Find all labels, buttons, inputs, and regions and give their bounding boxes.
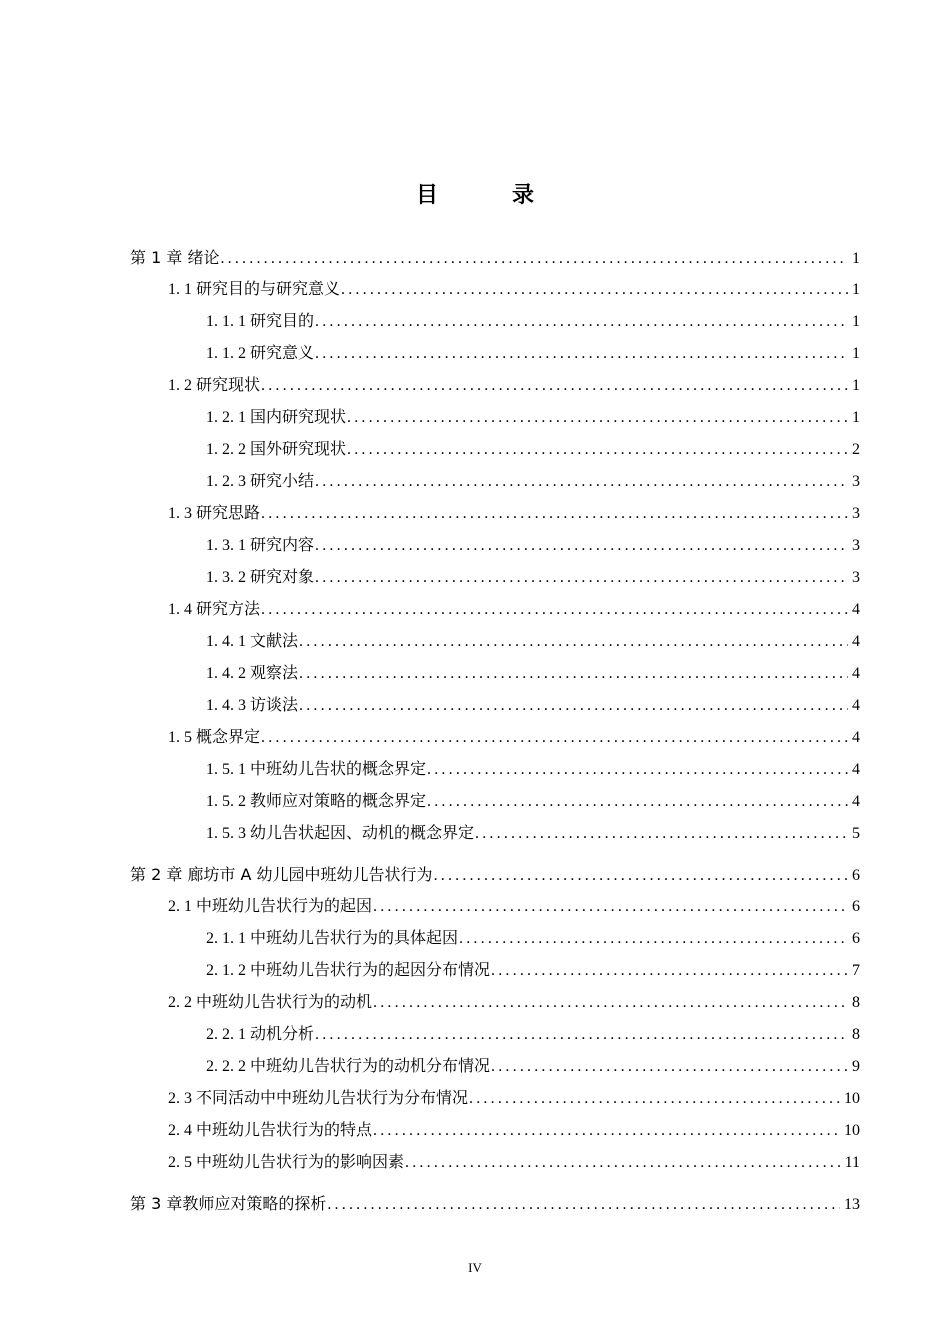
toc-leader-dots bbox=[298, 658, 848, 690]
toc-entry-page-number: 2 bbox=[852, 441, 860, 458]
toc-entry-page-number: 8 bbox=[852, 994, 860, 1011]
toc-entry-page-number: 4 bbox=[852, 633, 860, 650]
toc-leader-dots bbox=[404, 1147, 841, 1179]
toc-entry-level-2[interactable] bbox=[130, 987, 860, 1019]
toc-entry-level-1[interactable] bbox=[130, 859, 860, 891]
toc-entry-page-number: 9 bbox=[852, 1058, 860, 1075]
toc-leader-dots bbox=[260, 370, 848, 402]
toc-entry-label: 2. 1 中班幼儿告状行为的起因 bbox=[168, 898, 373, 915]
toc-entry-page-number: 4 bbox=[852, 729, 860, 746]
toc-leader-dots bbox=[433, 860, 848, 892]
toc-entry-label: 1. 3. 2 研究对象 bbox=[206, 569, 315, 586]
toc-entry-label: 第 3 章教师应对策略的探析 bbox=[130, 1194, 327, 1213]
toc-entry-level-3[interactable] bbox=[130, 690, 860, 722]
toc-leader-dots bbox=[340, 274, 848, 306]
toc-entry-level-3[interactable] bbox=[130, 562, 860, 594]
toc-entry-label: 1. 3 研究思路 bbox=[168, 505, 261, 522]
toc-entry-level-3[interactable] bbox=[130, 530, 860, 562]
toc-entry-page-number: 6 bbox=[852, 898, 860, 915]
toc-leader-dots bbox=[474, 818, 848, 850]
toc-leader-dots bbox=[298, 690, 848, 722]
toc-entry-page-number: 6 bbox=[852, 930, 860, 947]
toc-leader-dots bbox=[314, 338, 848, 370]
toc-leader-dots bbox=[314, 306, 848, 338]
toc-leader-dots bbox=[260, 498, 848, 530]
toc-entry-label: 1. 1. 2 研究意义 bbox=[206, 345, 315, 362]
toc-entry-label: 2. 4 中班幼儿告状行为的特点 bbox=[168, 1122, 373, 1139]
toc-entry-page-number: 4 bbox=[852, 665, 860, 682]
toc-entry-level-3[interactable] bbox=[130, 754, 860, 786]
toc-leader-dots bbox=[468, 1083, 840, 1115]
toc-entry-page-number: 4 bbox=[852, 793, 860, 810]
toc-entry-page-number: 1 bbox=[852, 377, 860, 394]
toc-entry-level-2[interactable] bbox=[130, 370, 860, 402]
toc-entry-level-1[interactable] bbox=[130, 1188, 860, 1220]
toc-leader-dots bbox=[314, 562, 848, 594]
toc-entry-level-2[interactable] bbox=[130, 1083, 860, 1115]
toc-entry-label: 2. 2 中班幼儿告状行为的动机 bbox=[168, 994, 373, 1011]
toc-entry-page-number: 11 bbox=[844, 1154, 860, 1171]
toc-entry-label: 2. 1. 2 中班幼儿告状行为的起因分布情况 bbox=[206, 962, 491, 979]
toc-leader-dots bbox=[219, 243, 848, 275]
toc-entry-page-number: 4 bbox=[852, 697, 860, 714]
toc-leader-dots bbox=[314, 1019, 848, 1051]
toc-leader-dots bbox=[458, 923, 848, 955]
toc-leader-dots bbox=[346, 402, 848, 434]
toc-entry-level-1[interactable] bbox=[130, 242, 860, 274]
toc-entry-label: 1. 1. 1 研究目的 bbox=[206, 313, 315, 330]
toc-leader-dots bbox=[346, 434, 848, 466]
toc-entry-level-3[interactable] bbox=[130, 1051, 860, 1083]
toc-entry-level-3[interactable] bbox=[130, 818, 860, 850]
toc-leader-dots bbox=[490, 1051, 848, 1083]
toc-leader-dots bbox=[372, 987, 848, 1019]
toc-entry-level-3[interactable] bbox=[130, 402, 860, 434]
toc-entry-page-number: 1 bbox=[852, 409, 860, 426]
toc-entry-label: 1. 4. 1 文献法 bbox=[206, 633, 299, 650]
toc-entry-level-3[interactable] bbox=[130, 658, 860, 690]
toc-leader-dots bbox=[314, 530, 848, 562]
toc-leader-dots bbox=[426, 754, 848, 786]
toc-entry-page-number: 1 bbox=[852, 345, 860, 362]
toc-entry-label: 1. 5. 2 教师应对策略的概念界定 bbox=[206, 793, 427, 810]
toc-entry-label: 1. 3. 1 研究内容 bbox=[206, 537, 315, 554]
toc-entry-label: 1. 4. 3 访谈法 bbox=[206, 697, 299, 714]
toc-entry-page-number: 4 bbox=[852, 601, 860, 618]
toc-entry-level-2[interactable] bbox=[130, 1147, 860, 1179]
toc-entry-label: 1. 2. 1 国内研究现状 bbox=[206, 409, 347, 426]
toc-leader-dots bbox=[260, 722, 848, 754]
toc-leader-dots bbox=[260, 594, 848, 626]
toc-entry-label: 2. 2. 1 动机分析 bbox=[206, 1026, 315, 1043]
toc-entry-page-number: 3 bbox=[852, 473, 860, 490]
toc-entry-page-number: 1 bbox=[852, 313, 860, 330]
toc-entry-page-number: 10 bbox=[844, 1122, 860, 1139]
toc-entry-page-number: 10 bbox=[844, 1090, 860, 1107]
toc-entry-page-number: 4 bbox=[852, 761, 860, 778]
toc-entry-label: 第 2 章 廊坊市 A 幼儿园中班幼儿告状行为 bbox=[130, 865, 433, 884]
toc-entry-label: 1. 4. 2 观察法 bbox=[206, 665, 299, 682]
toc-entry-label: 1. 2. 2 国外研究现状 bbox=[206, 441, 347, 458]
toc-entry-level-3[interactable] bbox=[130, 786, 860, 818]
toc-entry-page-number: 1 bbox=[852, 281, 860, 298]
toc-entry-level-3[interactable] bbox=[130, 626, 860, 658]
toc-entry-page-number: 7 bbox=[852, 962, 860, 979]
toc-entry-page-number: 13 bbox=[844, 1196, 860, 1213]
toc-entry-label: 1. 5. 1 中班幼儿告状的概念界定 bbox=[206, 761, 427, 778]
toc-entry-page-number: 6 bbox=[852, 867, 860, 884]
toc-leader-dots bbox=[426, 786, 848, 818]
toc-entry-level-3[interactable] bbox=[130, 1019, 860, 1051]
toc-entry-label: 2. 1. 1 中班幼儿告状行为的具体起因 bbox=[206, 930, 459, 947]
toc-entry-label: 2. 2. 2 中班幼儿告状行为的动机分布情况 bbox=[206, 1058, 491, 1075]
toc-entry-level-3[interactable] bbox=[130, 306, 860, 338]
table-of-contents bbox=[130, 242, 860, 1220]
toc-leader-dots bbox=[326, 1189, 840, 1221]
toc-entry-level-3[interactable] bbox=[130, 338, 860, 370]
toc-entry-page-number: 3 bbox=[852, 537, 860, 554]
toc-entry-page-number: 5 bbox=[852, 825, 860, 842]
toc-entry-label: 1. 2. 3 研究小结 bbox=[206, 473, 315, 490]
toc-entry-page-number: 3 bbox=[852, 569, 860, 586]
toc-entry-level-2[interactable] bbox=[130, 594, 860, 626]
toc-entry-label: 1. 5 概念界定 bbox=[168, 729, 261, 746]
toc-entry-label: 1. 2 研究现状 bbox=[168, 377, 261, 394]
toc-entry-level-3[interactable] bbox=[130, 434, 860, 466]
page-footer-number: IV bbox=[468, 1260, 482, 1275]
toc-entry-level-2[interactable] bbox=[130, 1115, 860, 1147]
toc-entry-level-2[interactable] bbox=[130, 274, 860, 306]
toc-leader-dots bbox=[314, 466, 848, 498]
toc-leader-dots bbox=[372, 891, 848, 923]
toc-entry-level-3[interactable] bbox=[130, 466, 860, 498]
toc-entry-level-3[interactable] bbox=[130, 955, 860, 987]
toc-entry-page-number: 1 bbox=[852, 250, 860, 267]
toc-entry-level-2[interactable] bbox=[130, 891, 860, 923]
toc-entry-label: 1. 4 研究方法 bbox=[168, 601, 261, 618]
toc-title: 目 录 bbox=[415, 183, 560, 208]
toc-entry-label: 第 1 章 绪论 bbox=[130, 248, 220, 267]
toc-entry-level-2[interactable] bbox=[130, 722, 860, 754]
toc-entry-label: 2. 3 不同活动中中班幼儿告状行为分布情况 bbox=[168, 1090, 469, 1107]
toc-leader-dots bbox=[490, 955, 848, 987]
toc-entry-level-3[interactable] bbox=[130, 923, 860, 955]
toc-entry-label: 1. 1 研究目的与研究意义 bbox=[168, 281, 341, 298]
toc-entry-label: 2. 5 中班幼儿告状行为的影响因素 bbox=[168, 1154, 405, 1171]
toc-leader-dots bbox=[372, 1115, 840, 1147]
toc-entry-level-2[interactable] bbox=[130, 498, 860, 530]
toc-entry-label: 1. 5. 3 幼儿告状起因、动机的概念界定 bbox=[206, 825, 475, 842]
toc-entry-page-number: 8 bbox=[852, 1026, 860, 1043]
toc-entry-page-number: 3 bbox=[852, 505, 860, 522]
toc-leader-dots bbox=[298, 626, 848, 658]
